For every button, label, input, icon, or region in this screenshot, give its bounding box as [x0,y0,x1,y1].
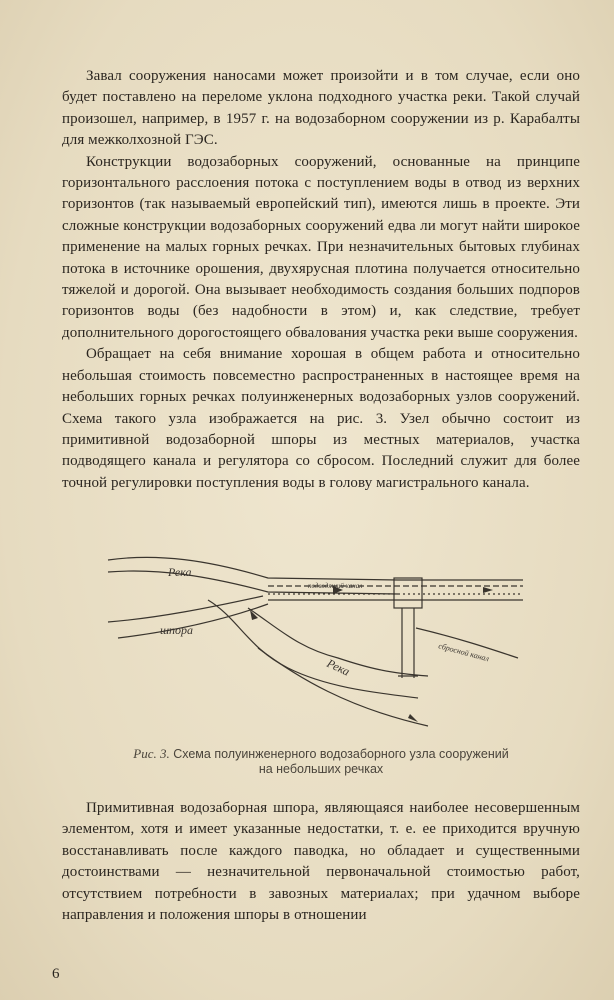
label-river-bottom: Река [324,656,352,679]
spur-line [108,596,263,622]
page-number: 6 [52,966,60,982]
label-river-top: Река [168,565,192,579]
figure-caption [62,746,580,777]
caption-line-1: Схема полуинженерного водозаборного узла сооружений [173,747,509,761]
figure-number: Рис. 3. [133,746,170,761]
text-block-bottom [62,798,580,926]
intake-scheme-figure [98,548,528,733]
label-spillway: сбросной канал [437,641,491,664]
paragraph: Примитивная водозаборная шпора, являющаяся наиболее несовершенным элементом, хотя и имеет указанные недостатки, т. е. ее приходится вручную восстанавливать после каждого паводка, но обладает и существенными достоинствами — незначительной первоначальной стоимостью работ, отсутствием потребности в завозных материалах; при удачном выборе направления и положения шпоры в отношении [62,800,580,924]
caption-line-2: на небольших речках [258,762,384,776]
spillway-channel [398,608,418,678]
arrow-icon [408,714,418,722]
regulator [394,578,422,608]
text-block-top [62,66,580,494]
arrow-icon [483,587,493,593]
label-spur: шпора [160,623,194,637]
label-canal: подводящий канал [308,582,363,590]
paragraph: Завал сооружения наносами может произойти и в том случае, если оно будет поставлено на переломе уклона подходного участка реки. Такой случай произошел, например, в 1957 г. на водозаборном сооружении из р. Карабалты для межколхозной ГЭС. [62,68,580,149]
paragraph: Обращает на себя внимание хорошая в общем работа и относительно небольшая стоимость повсеместно распространенных в настоящее время на небольших горных речках полуинженерных водозаборных узлов сооружений. Схема такого узла изображается на рис. 3. Узел обычно состоит из примитивной водозаборной шпоры из местных материалов, участка подводящего канала и регулятора со сбросом. Последний служит для более точной регулировки поступления воды в голову магистрального канала. [62,346,580,491]
paragraph: Конструкции водозаборных сооружений, основанные на принципе горизонтального расслоения потока с поступлением воды в отвод из верхних горизонтов (так называемый европейский тип), имеются лишь в проекте. Эти сложные конструкции водозаборных сооружений едва ли могут найти широкое применение на малых горных речках. При незначительных бытовых глубинах потока в источнике орошения, двухярусная плотина получается относительно тяжелой и дорогой. Она вызывает необходимость создания больших подпоров горизонтов воды (без надобности в этом) и, как следствие, требует дополнительного дорогостоящего обвалования участка реки выше сооружения. [62,153,580,341]
